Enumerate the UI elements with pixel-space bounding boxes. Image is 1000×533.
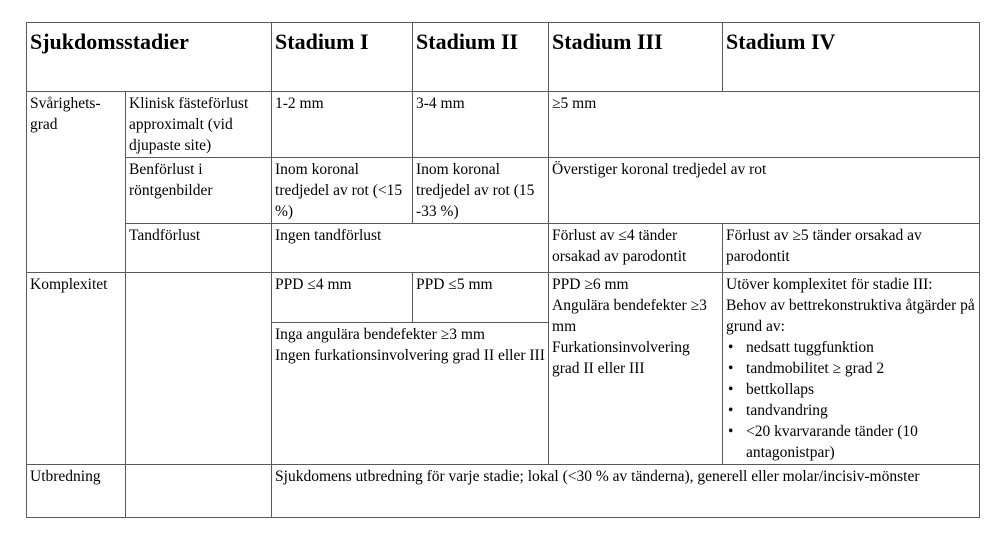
bone-loss-stage-3-4: Överstiger koronal tredjedel av rot — [549, 158, 980, 224]
list-item: • nedsatt tuggfunktion — [726, 337, 976, 358]
cal-stage-2: 3-4 mm — [413, 92, 549, 158]
complexity-stage-1-ppd: PPD ≤4 mm — [272, 273, 413, 323]
header-title: Sjukdomsstadier — [27, 23, 272, 92]
cal-stage-1: 1-2 mm — [272, 92, 413, 158]
complexity-stage-3-line: PPD ≥6 mm — [552, 276, 629, 293]
bone-loss-label: Benförlust i röntgenbilder — [126, 158, 272, 224]
complexity-stage-2-ppd: PPD ≤5 mm — [413, 273, 549, 323]
list-item: • bettkollaps — [726, 379, 976, 400]
tooth-loss-stage-3: Förlust av ≤4 tänder orsakad av parodontit — [549, 224, 723, 273]
header-stage-1: Stadium I — [272, 23, 413, 92]
complexity-stage-3-line: Angulära bendefekter ≥3 mm — [552, 297, 707, 335]
complexity-ppd-row — [27, 273, 980, 323]
header-row — [27, 23, 980, 92]
complexity-stage-1-2-line: Ingen furkationsinvolvering grad II eller III — [275, 347, 545, 364]
bone-loss-stage-1: Inom koronal tredjedel av rot (<15 %) — [272, 158, 413, 224]
complexity-stage-3 — [549, 273, 723, 465]
severity-cal-row — [27, 92, 980, 158]
header-stage-3: Stadium III — [549, 23, 723, 92]
tooth-loss-label: Tandförlust — [126, 224, 272, 273]
tooth-loss-stage-4: Förlust av ≥5 tänder orsakad av parodontit — [723, 224, 980, 273]
complexity-stage-1-2-line: Inga angulära bendefekter ≥3 mm — [275, 326, 485, 343]
complexity-empty-cell — [126, 273, 272, 465]
severity-bone-row — [27, 158, 980, 224]
complexity-label: Komplexitet — [27, 273, 126, 465]
list-item: • tandmobilitet ≥ grad 2 — [726, 358, 976, 379]
severity-tooth-row — [27, 224, 980, 273]
complexity-stage-4 — [723, 273, 980, 465]
complexity-stage-3-line: Furkationsinvolvering grad II eller III — [552, 339, 690, 377]
extent-label: Utbredning — [27, 465, 126, 518]
staging-table — [26, 22, 980, 518]
header-stage-2: Stadium II — [413, 23, 549, 92]
extent-empty-cell — [126, 465, 272, 518]
extent-text: Sjukdomens utbredning för varje stadie; lokal (<30 % av tänderna), generell eller molar/incisiv-mönster — [272, 465, 980, 518]
extent-row — [27, 465, 980, 518]
cal-stage-3-4: ≥5 mm — [549, 92, 980, 158]
list-item: • tandvandring — [726, 400, 976, 421]
cal-label: Klinisk fästeförlust approximalt (vid djupaste site) — [126, 92, 272, 158]
list-item: • <20 kvarvarande tänder (10 antagonistpar) — [726, 421, 976, 463]
severity-label: Svårighets-grad — [27, 92, 126, 273]
complexity-stage-4-list — [726, 337, 976, 463]
complexity-stage-1-2 — [272, 323, 549, 465]
tooth-loss-stage-1-2: Ingen tandförlust — [272, 224, 549, 273]
complexity-stage-4-intro: Utöver komplexitet för stadie III: Behov av bettrekonstruktiva åtgärder på grund av: — [726, 276, 975, 335]
header-stage-4: Stadium IV — [723, 23, 980, 92]
bone-loss-stage-2: Inom koronal tredjedel av rot (15 -33 %) — [413, 158, 549, 224]
